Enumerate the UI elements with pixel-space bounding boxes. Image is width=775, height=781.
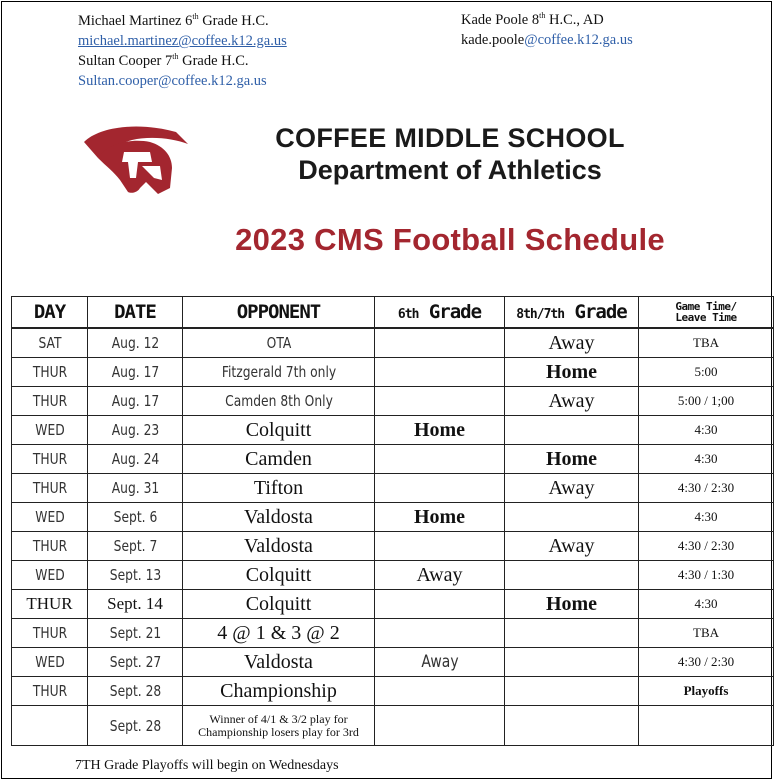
cell-8th-7th-grade: [505, 503, 639, 532]
cell-day: THUR: [18, 358, 80, 387]
table-row: [12, 358, 774, 387]
cell-opponent: Colquitt: [183, 590, 375, 619]
cell-8th-7th-grade: Away: [505, 532, 639, 561]
cell-opponent: Valdosta: [183, 503, 375, 532]
cell-6th-grade: [375, 619, 505, 648]
cell-day: THUR: [18, 387, 80, 416]
table-row: [12, 387, 774, 416]
cell-date: Aug. 31: [96, 474, 174, 503]
cell-game-time: 4:30 / 2:30: [639, 648, 774, 677]
header-opponent: OPPONENT: [183, 297, 375, 329]
cell-game-time: 4:30: [639, 445, 774, 474]
cell-game-time: TBA: [639, 619, 774, 648]
table-row: [12, 561, 774, 590]
cell-6th-grade: [375, 590, 505, 619]
cell-6th-grade: [375, 532, 505, 561]
header-6th-grade: 6th Grade: [375, 297, 505, 329]
contacts-left: [78, 11, 287, 91]
cell-opponent: Championship: [183, 677, 375, 706]
cell-6th-grade: [375, 328, 505, 358]
school-heading: [200, 122, 700, 186]
cell-8th-7th-grade: Home: [505, 445, 639, 474]
cell-8th-7th-grade: Home: [505, 358, 639, 387]
cell-date: Aug. 17: [96, 358, 174, 387]
cell-6th-grade: [375, 677, 505, 706]
cell-date: Sept. 6: [96, 503, 174, 532]
cell-opponent: Winner of 4/1 & 3/2 play for Championship losers play for 3rd: [183, 706, 375, 746]
table-header-row: [12, 297, 774, 329]
cell-date: Aug. 23: [96, 416, 174, 445]
cell-day: WED: [18, 416, 80, 445]
cell-game-time: TBA: [639, 328, 774, 358]
cell-day: WED: [18, 561, 80, 590]
cell-game-time: 5:00 / 1;00: [639, 387, 774, 416]
cell-date: Sept. 13: [96, 561, 174, 590]
cell-opponent: Camden 8th Only: [200, 387, 357, 416]
cell-date: Aug. 12: [96, 328, 174, 358]
header-game-time: Game Time/ Leave Time: [639, 297, 774, 329]
cell-opponent: Valdosta: [183, 532, 375, 561]
header-date: DATE: [88, 297, 183, 329]
cell-opponent: Colquitt: [183, 561, 375, 590]
table-row: [12, 445, 774, 474]
table-row: [12, 416, 774, 445]
cell-6th-grade: [375, 445, 505, 474]
cell-opponent: Camden: [183, 445, 375, 474]
cell-opponent: Fitzgerald 7th only: [200, 358, 357, 387]
contacts-right: [461, 10, 633, 50]
cell-game-time: 4:30 / 2:30: [639, 474, 774, 503]
school-name: COFFEE MIDDLE SCHOOL: [275, 123, 625, 153]
cell-8th-7th-grade: Away: [505, 328, 639, 358]
cell-date: Sept. 21: [96, 619, 174, 648]
email-poole-link[interactable]: kade.poole@coffee.k12.ga.us: [461, 32, 633, 48]
cell-game-time: 4:30: [639, 416, 774, 445]
cell-day: THUR: [18, 532, 80, 561]
email-martinez-link[interactable]: michael.martinez@coffee.k12.ga.us: [78, 33, 287, 49]
contact-martinez: Michael Martinez 6th Grade H.C.: [78, 12, 269, 29]
cell-date: Sept. 28: [96, 677, 174, 706]
cell-opponent: Valdosta: [183, 648, 375, 677]
cell-8th-7th-grade: [505, 561, 639, 590]
cell-6th-grade: Away: [386, 648, 493, 677]
table-row: [12, 503, 774, 532]
cell-game-time: 4:30 / 1:30: [639, 561, 774, 590]
cell-date: Aug. 24: [96, 445, 174, 474]
cell-date: Sept. 27: [96, 648, 174, 677]
cell-6th-grade: [375, 706, 505, 746]
cell-game-time: 5:00: [639, 358, 774, 387]
cell-day: [18, 706, 80, 746]
contact-cooper: Sultan Cooper 7th Grade H.C.: [78, 52, 249, 69]
table-row: [12, 619, 774, 648]
cell-game-time: 4:30: [639, 590, 774, 619]
table-row: [12, 648, 774, 677]
cell-8th-7th-grade: [505, 416, 639, 445]
cell-date: Sept. 7: [96, 532, 174, 561]
cell-6th-grade: Away: [375, 561, 505, 590]
cell-6th-grade: Home: [375, 503, 505, 532]
table-row: [12, 677, 774, 706]
contact-poole: Kade Poole 8th H.C., AD: [461, 11, 604, 28]
cell-8th-7th-grade: Away: [505, 474, 639, 503]
cell-game-time: [639, 706, 774, 746]
table-row: [12, 474, 774, 503]
cell-8th-7th-grade: [505, 677, 639, 706]
cell-6th-grade: Home: [375, 416, 505, 445]
cell-opponent: Colquitt: [183, 416, 375, 445]
cell-opponent: Tifton: [183, 474, 375, 503]
table-row: [12, 706, 774, 746]
cell-6th-grade: [375, 387, 505, 416]
cell-day: THUR: [18, 445, 80, 474]
cell-day: THUR: [18, 474, 80, 503]
cell-6th-grade: [375, 474, 505, 503]
schedule-title: 2023 CMS Football Schedule: [235, 222, 665, 257]
department-name: Department of Athletics: [298, 155, 602, 185]
cell-game-time: Playoffs: [639, 677, 774, 706]
table-row: [12, 590, 774, 619]
cell-day: THUR: [18, 619, 80, 648]
cell-day: THUR: [18, 677, 80, 706]
cell-8th-7th-grade: [505, 648, 639, 677]
header-day: DAY: [12, 297, 88, 329]
table-row: [12, 328, 774, 358]
cell-6th-grade: [375, 358, 505, 387]
footnote: 7TH Grade Playoffs will begin on Wednesdays: [75, 758, 339, 773]
cell-opponent: OTA: [200, 328, 357, 358]
cell-8th-7th-grade: Home: [505, 590, 639, 619]
cell-date: Sept. 14: [88, 590, 183, 619]
cell-day: SAT: [18, 328, 80, 358]
cell-game-time: 4:30 / 2:30: [639, 532, 774, 561]
cell-8th-7th-grade: [505, 706, 639, 746]
email-cooper-link[interactable]: Sultan.cooper@coffee.k12.ga.us: [78, 73, 267, 89]
header-8th-7th-grade: 8th/7th Grade: [505, 297, 639, 329]
cell-day: WED: [18, 648, 80, 677]
cell-opponent: 4 @ 1 & 3 @ 2: [183, 619, 375, 648]
cell-date: Aug. 17: [96, 387, 174, 416]
schedule-table: [11, 296, 774, 746]
table-row: [12, 532, 774, 561]
spartan-helmet-logo-icon: [80, 122, 192, 198]
cell-8th-7th-grade: [505, 619, 639, 648]
cell-day: WED: [18, 503, 80, 532]
cell-day: THUR: [12, 590, 88, 619]
cell-game-time: 4:30: [639, 503, 774, 532]
cell-8th-7th-grade: Away: [505, 387, 639, 416]
cell-date: Sept. 28: [96, 706, 174, 746]
